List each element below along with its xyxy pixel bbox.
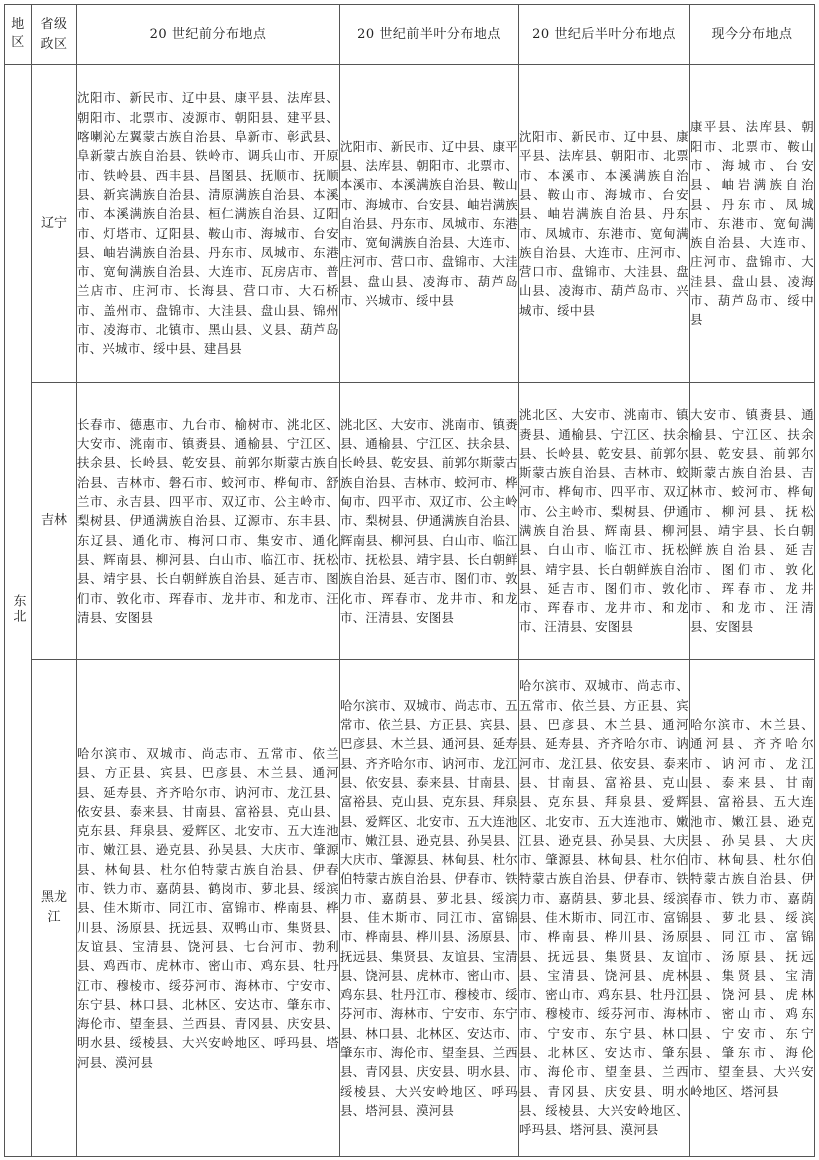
- region-label: 东北: [10, 593, 26, 624]
- cell-first-half-20c: 沈阳市、新民市、辽中县、康平县、法库县、朝阳市、北票市、本溪市、本溪满族自治县、鞍山市、海城市、台安县、岫岩满族自治县、丹东市、凤城市、东港市、宽甸满族自治县、大连市、庄河市、营口市、盘锦市、大洼县、盘山县、凌海市、葫芦岛市、兴城市、绥中县: [340, 65, 519, 383]
- province-cell: 辽宁: [32, 65, 77, 383]
- cell-before-20c: 沈阳市、新民市、辽中县、康平县、法库县、朝阳市、北票市、凌源市、朝阳县、建平县、喀喇沁左翼蒙古族自治县、阜新市、彰武县、阜新蒙古族自治县、铁岭市、调兵山市、开原市、铁岭县、西丰县、昌图县、抚顺市、抚顺县、新宾满族自治县、清原满族自治县、本溪市、本溪满族自治县、桓仁满族自治县、辽阳市、灯塔市、辽阳县、鞍山市、海城市、台安县、岫岩满族自治县、丹东市、凤城市、东港市、宽甸满族自治县、大连市、瓦房店市、普兰店市、庄河市、长海县、营口市、大石桥市、盖州市、盘锦市、大洼县、盘山县、锦州市、凌海市、北镇市、黑山县、义县、葫芦岛市、兴城市、绥中县、建昌县: [77, 65, 340, 383]
- province-cell: 黑龙江: [32, 660, 77, 1157]
- header-area: 地区: [5, 5, 32, 65]
- cell-second-half-20c: 哈尔滨市、双城市、尚志市、五常市、依兰县、方正县、宾县、巴彦县、木兰县、通河县、延寿县、齐齐哈尔市、讷河市、龙江县、依安县、泰来县、甘南县、富裕县、克山县、克东县、拜泉县、爱辉区、北安市、五大连池市、嫩江县、逊克县、孙吴县、大庆市、肇源县、林甸县、杜尔伯特蒙古族自治县、伊春市、铁力市、嘉荫县、萝北县、绥滨县、佳木斯市、同江市、富锦市、桦南县、桦川县、汤原县、抚远县、集贤县、友谊县、宝清县、饶河县、虎林市、密山市、鸡东县、牡丹江市、穆棱市、绥芬河市、海林市、宁安市、东宁县、林口县、北林区、安达市、肇东市、海伦市、望奎县、兰西县、青冈县、庆安县、明水县、绥棱县、大兴安岭地区、呼玛县、塔河县、漠河县: [519, 660, 690, 1157]
- cell-before-20c: 长春市、德惠市、九台市、榆树市、洮北区、大安市、洮南市、镇赉县、通榆县、宁江区、扶余县、长岭县、乾安县、前郭尔斯蒙古族自治县、吉林市、磐石市、蛟河市、桦甸市、舒兰市、永吉县、四平市、双辽市、公主岭市、梨树县、伊通满族自治县、辽源市、东丰县、东辽县、通化市、梅河口市、集安市、通化县、辉南县、柳河县、白山市、临江市、抚松县、靖宇县、长白朝鲜族自治县、延吉市、图们市、敦化市、珲春市、龙井市、和龙市、汪清县、安图县: [77, 383, 340, 660]
- table-row-heilongjiang: [5, 660, 815, 1157]
- cell-first-half-20c: 哈尔滨市、双城市、尚志市、五常市、依兰县、方正县、宾县、巴彦县、木兰县、通河县、延寿县、齐齐哈尔市、讷河市、龙江县、依安县、泰来县、甘南县、富裕县、克山县、克东县、拜泉县、爱辉区、北安市、五大连池市、嫩江县、逊克县、孙吴县、大庆市、肇源县、林甸县、杜尔伯特蒙古族自治县、伊春市、铁力市、嘉荫县、萝北县、绥滨县、佳木斯市、同江市、富锦市、桦南县、桦川县、汤原县、抚远县、集贤县、友谊县、宝清县、饶河县、虎林市、密山市、鸡东县、牡丹江市、穆棱市、绥芬河市、海林市、宁安市、东宁县、林口县、北林区、安达市、肇东市、海伦市、望奎县、兰西县、青冈县、庆安县、明水县、绥棱县、大兴安岭地区、呼玛县、塔河县、漠河县: [340, 660, 519, 1157]
- cell-second-half-20c: 洮北区、大安市、洮南市、镇赉县、通榆县、宁江区、扶余县、长岭县、乾安县、前郭尔斯蒙古族自治县、吉林市、蛟河市、桦甸市、四平市、双辽市、公主岭市、梨树县、伊通满族自治县、辉南县、柳河县、白山市、临江市、抚松县、靖宇县、长白朝鲜族自治县、延吉市、图们市、敦化市、珲春市、龙井市、和龙市、汪清县、安图县: [519, 383, 690, 660]
- cell-before-20c: 哈尔滨市、双城市、尚志市、五常市、依兰县、方正县、宾县、巴彦县、木兰县、通河县、延寿县、齐齐哈尔市、讷河市、龙江县、依安县、泰来县、甘南县、富裕县、克山县、克东县、拜泉县、爱辉区、北安市、五大连池市、嫩江县、逊克县、孙吴县、大庆市、肇源县、林甸县、杜尔伯特蒙古族自治县、伊春市、铁力市、嘉荫县、鹤岗市、萝北县、绥滨县、佳木斯市、同江市、富锦市、桦南县、桦川县、汤原县、抚远县、双鸭山市、集贤县、友谊县、宝清县、饶河县、七台河市、勃利县、鸡西市、虎林市、密山市、鸡东县、牡丹江市、穆棱市、绥芬河市、海林市、宁安市、东宁县、林口县、北林区、安达市、肇东市、海伦市、望奎县、兰西县、青冈县、庆安县、明水县、绥棱县、大兴安岭地区、呼玛县、塔河县、漠河县: [77, 660, 340, 1157]
- cell-current: 哈尔滨市、木兰县、通河县、齐齐哈尔市、讷河市、龙江县、泰来县、甘南县、富裕县、五大连池市、嫩江县、逊克县、孙吴县、大庆市、林甸县、杜尔伯特蒙古族自治县、伊春市、铁力市、嘉荫县、萝北县、绥滨县、同江市、富锦市、汤原县、抚远县、集贤县、宝清县、饶河县、虎林市、密山市、鸡东县、宁安市、东宁县、肇东市、海伦市、望奎县、大兴安岭地区、塔河县: [690, 660, 815, 1157]
- cell-current: 大安市、镇赉县、通榆县、宁江区、扶余县、乾安县、前郭尔斯蒙古族自治县、吉林市、蛟河市、桦甸市、柳河县、抚松县、靖宇县、长白朝鲜族自治县、延吉市、图们市、敦化市、珲春市、龙井市、和龙市、汪清县、安图县: [690, 383, 815, 660]
- header-current: 现今分布地点: [690, 5, 815, 65]
- header-before-20c: 20 世纪前分布地点: [77, 5, 340, 65]
- header-first-half-20c: 20 世纪前半叶分布地点: [340, 5, 519, 65]
- province-cell: 吉林: [32, 383, 77, 660]
- cell-second-half-20c: 沈阳市、新民市、辽中县、康平县、法库县、朝阳市、北票市、本溪市、本溪满族自治县、鞍山市、海城市、台安县、岫岩满族自治县、丹东市、凤城市、东港市、宽甸满族自治县、大连市、庄河市、营口市、盘锦市、大洼县、盘山县、凌海市、葫芦岛市、兴城市、绥中县: [519, 65, 690, 383]
- region-cell: [5, 65, 32, 1157]
- table-row-jilin: [5, 383, 815, 660]
- cell-current: 康平县、法库县、朝阳市、北票市、鞍山市、海城市、台安县、岫岩满族自治县、丹东市、凤城市、东港市、宽甸满族自治县、大连市、庄河市、盘锦市、大洼县、盘山县、凌海市、葫芦岛市、绥中县: [690, 65, 815, 383]
- distribution-table: [4, 4, 815, 1157]
- header-row: [5, 5, 815, 65]
- table-row-liaoning: [5, 65, 815, 383]
- cell-first-half-20c: 洮北区、大安市、洮南市、镇赉县、通榆县、宁江区、扶余县、长岭县、乾安县、前郭尔斯蒙古族自治县、吉林市、蛟河市、桦甸市、四平市、双辽市、公主岭市、梨树县、伊通满族自治县、辉南县、柳河县、白山市、临江市、抚松县、靖宇县、长白朝鲜族自治县、延吉市、图们市、敦化市、珲春市、龙井市、和龙市、汪清县、安图县: [340, 383, 519, 660]
- header-second-half-20c: 20 世纪后半叶分布地点: [519, 5, 690, 65]
- header-province: 省级政区: [32, 5, 77, 65]
